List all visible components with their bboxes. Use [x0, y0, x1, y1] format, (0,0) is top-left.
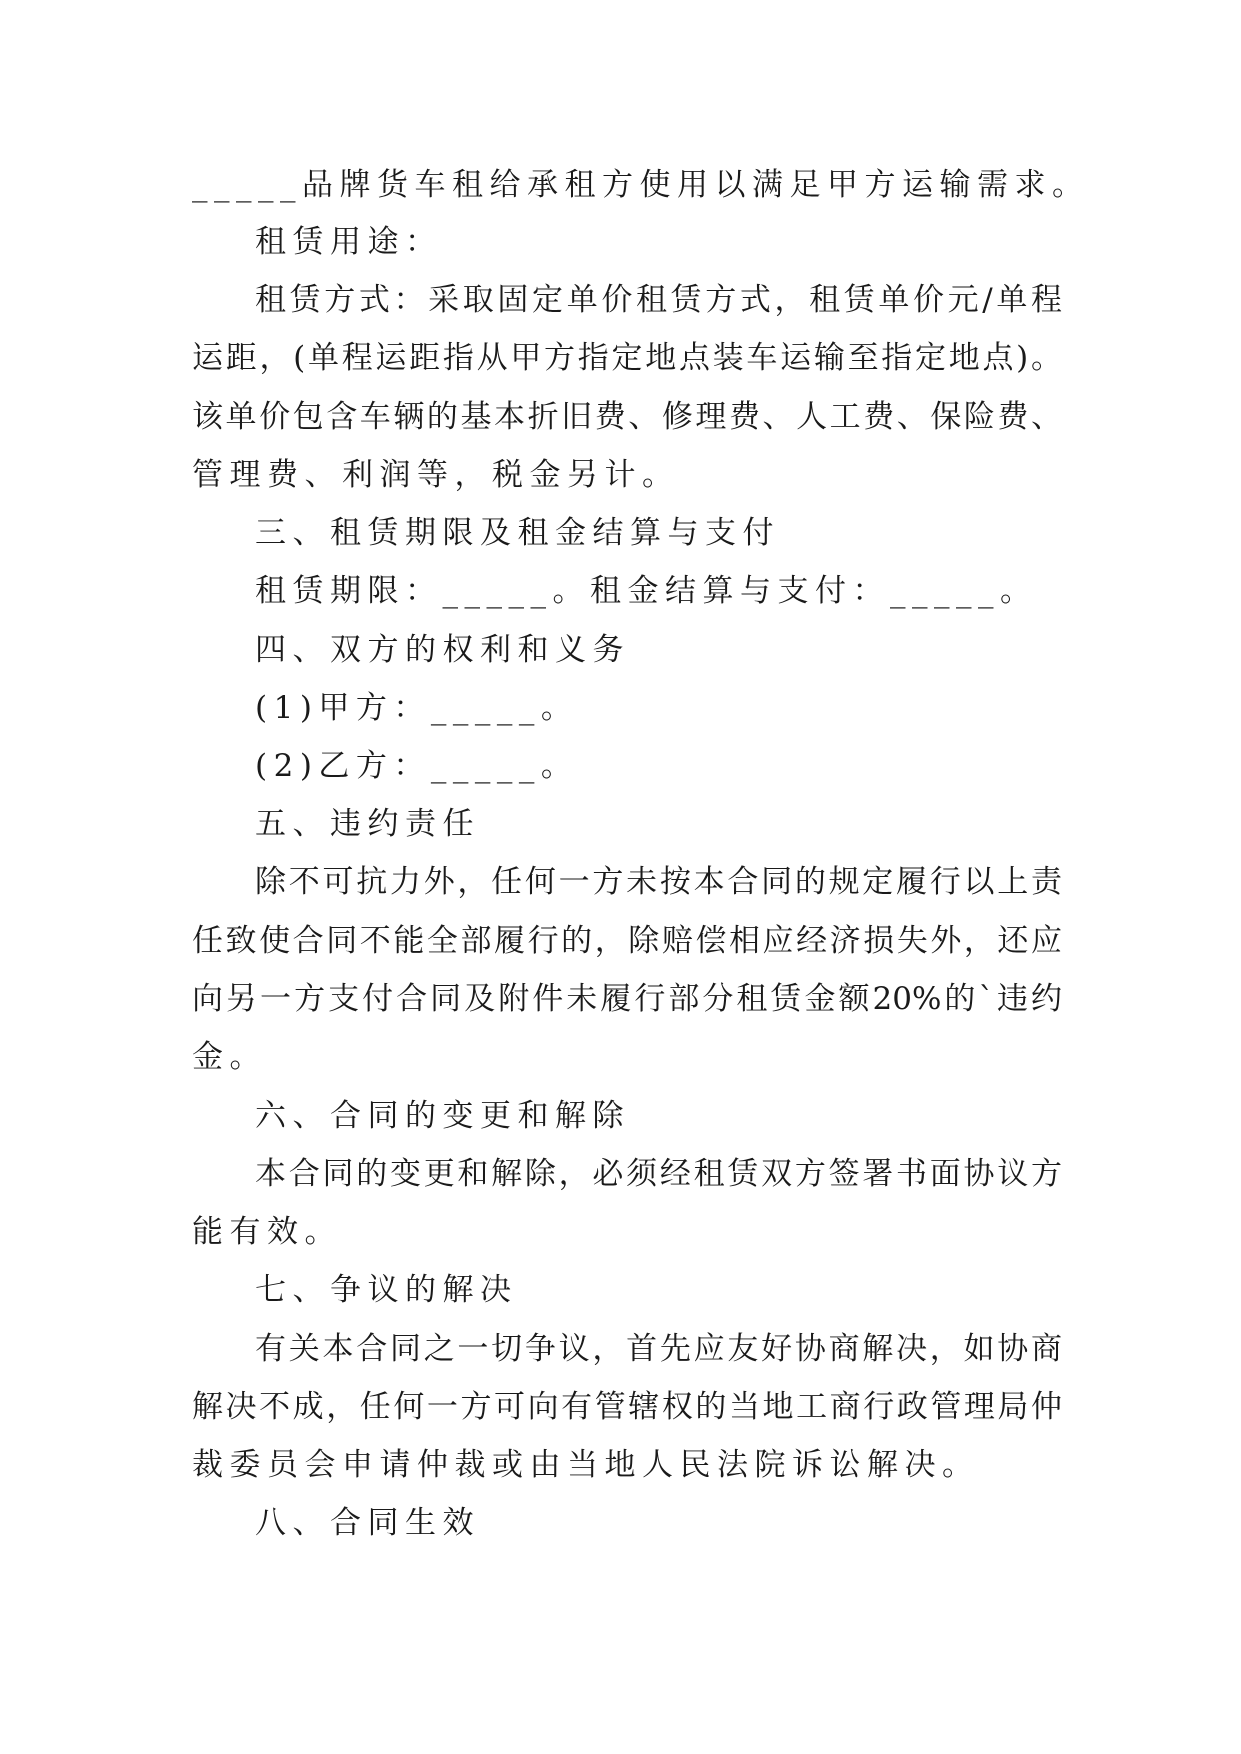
paragraph-line: (1)甲方：_____。 — [255, 690, 579, 726]
paragraph-line: 管理费、利润等，税金另计。 — [192, 457, 680, 493]
paragraph-line: 该单价包含车辆的基本折旧费、修理费、人工费、保险费、 — [192, 399, 1062, 435]
section-heading: 四、双方的权利和义务 — [255, 632, 630, 668]
paragraph-line: 解决不成，任何一方可向有管辖权的当地工商行政管理局仲 — [192, 1389, 1062, 1425]
paragraph-line: (2)乙方：_____。 — [255, 748, 579, 784]
paragraph-line: 租赁期限：_____。租金结算与支付：_____。 — [255, 573, 1038, 609]
section-heading: 八、合同生效 — [255, 1505, 480, 1541]
section-heading: 五、违约责任 — [255, 806, 480, 842]
paragraph-line: 任致使合同不能全部履行的，除赔偿相应经济损失外，还应 — [192, 923, 1062, 959]
paragraph-line: 向另一方支付合同及附件未履行部分租赁金额20%的`违约 — [192, 981, 1062, 1017]
paragraph-line: 除不可抗力外，任何一方未按本合同的规定履行以上责 — [255, 864, 1062, 900]
section-heading: 六、合同的变更和解除 — [255, 1098, 630, 1134]
paragraph-line: 裁委员会申请仲裁或由当地人民法院诉讼解决。 — [192, 1447, 980, 1483]
section-heading: 七、争议的解决 — [255, 1272, 518, 1308]
paragraph-line: _____品牌货车租给承租方使用以满足甲方运输需求。 — [192, 167, 1090, 203]
paragraph-line: 有关本合同之一切争议，首先应友好协商解决，如协商 — [255, 1331, 1062, 1367]
paragraph-line: 金。 — [192, 1039, 267, 1075]
paragraph-line: 租赁方式：采取固定单价租赁方式，租赁单价元/单程 — [255, 282, 1062, 318]
section-heading: 三、租赁期限及租金结算与支付 — [255, 515, 780, 551]
paragraph-line: 运距，(单程运距指从甲方指定地点装车运输至指定地点)。 — [192, 340, 1062, 376]
paragraph-line: 能有效。 — [192, 1214, 342, 1250]
paragraph-line: 本合同的变更和解除，必须经租赁双方签署书面协议方 — [255, 1156, 1062, 1192]
paragraph-line: 租赁用途： — [255, 224, 443, 260]
